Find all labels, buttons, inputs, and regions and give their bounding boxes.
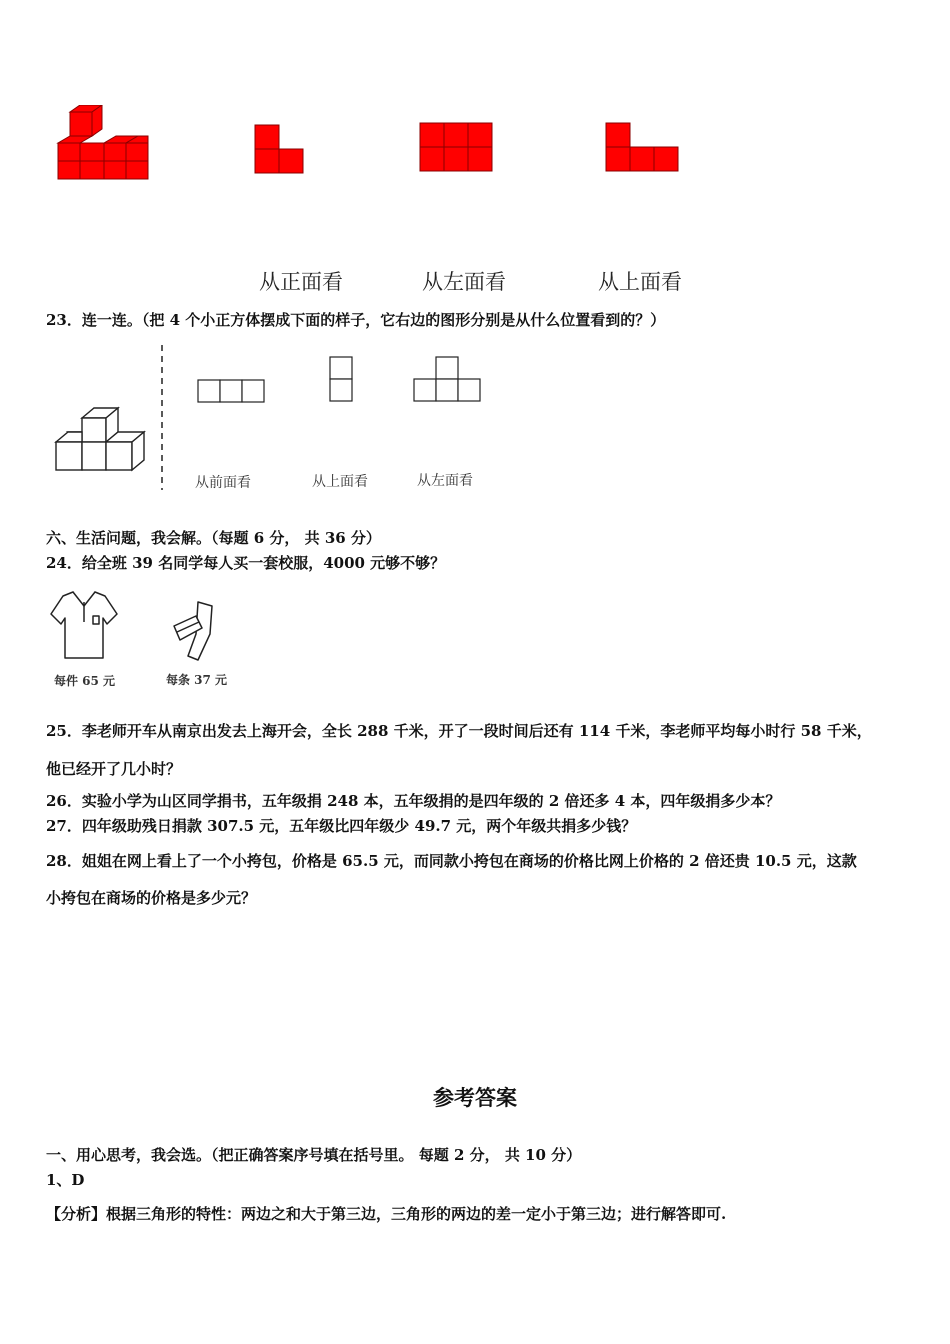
caption-view-left: 从左面看 bbox=[417, 473, 473, 489]
pants-price-label: 每条 37 元 bbox=[166, 673, 228, 687]
question-27: 27．四年级助残日捐款 307.5 元，五年级比四年级少 49.7 元，两个年级共捐多少钱？ bbox=[46, 817, 637, 835]
outline-view-column-of-two bbox=[328, 356, 354, 404]
question-28-line2: 小挎包在商场的价格是多少元？ bbox=[46, 889, 257, 907]
outline-cube-solid-figure bbox=[52, 400, 150, 475]
pants-icon bbox=[168, 598, 222, 664]
red-cube-solid-figure bbox=[50, 105, 155, 187]
question-25-line1: 25．李老师开车从南京出发去上海开会，全长 288 千米，开了一段时间后还有 114 千米，李老师平均每小时行 58 千米， bbox=[46, 722, 872, 740]
outline-view-pyramid bbox=[412, 356, 484, 404]
answer-item-1: 1、D bbox=[46, 1171, 85, 1189]
answers-section-1-heading: 一、用心思考，我会选。（把正确答案序号填在括号里。 每题 2 分， 共 10 分） bbox=[46, 1146, 582, 1164]
red-view-l-shape bbox=[254, 124, 306, 176]
answers-title: 参考答案 bbox=[433, 1085, 517, 1110]
answer-analysis-1: 【分析】根据三角形的特性：两边之和大于第三边，三角形的两边的差一定小于第三边；进行解答即可. bbox=[46, 1205, 727, 1223]
outline-view-row-of-three bbox=[197, 378, 267, 404]
caption-front-view: 从正面看 bbox=[259, 270, 343, 294]
shirt-icon bbox=[47, 588, 121, 662]
question-26: 26．实验小学为山区同学捐书，五年级捐 248 本，五年级捐的是四年级的 2 倍还多 4 本，四年级捐多少本？ bbox=[46, 792, 781, 810]
question-23: 23．连一连。（把 4 个小正方体摆成下面的样子，它右边的图形分别是从什么位置看到的？） bbox=[46, 311, 666, 329]
caption-view-front: 从前面看 bbox=[195, 475, 251, 491]
section-6-heading: 六、生活问题，我会解。（每题 6 分， 共 36 分） bbox=[46, 529, 381, 547]
caption-top-view: 从上面看 bbox=[598, 270, 682, 294]
shirt-price-label: 每件 65 元 bbox=[54, 674, 116, 688]
question-24: 24．给全班 39 名同学每人买一套校服，4000 元够不够？ bbox=[46, 554, 446, 572]
dashed-divider bbox=[158, 345, 166, 490]
red-view-2x3-grid bbox=[419, 122, 495, 174]
question-25-line2: 他已经开了几小时？ bbox=[46, 760, 182, 778]
caption-view-top: 从上面看 bbox=[312, 474, 368, 490]
question-28-line1: 28．姐姐在网上看上了一个小挎包，价格是 65.5 元，而同款小挎包在商场的价格比网上价格的 2 倍还贵 10.5 元，这款 bbox=[46, 852, 857, 870]
red-view-long-l-shape bbox=[605, 122, 681, 174]
caption-left-view: 从左面看 bbox=[422, 270, 506, 294]
